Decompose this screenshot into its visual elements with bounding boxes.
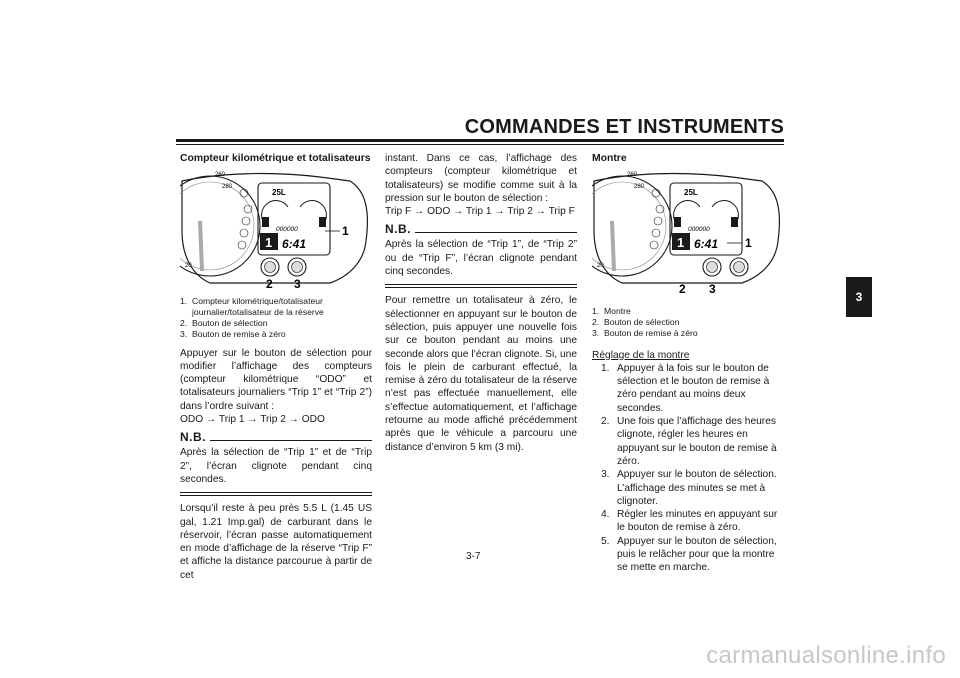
- note-block: [385, 222, 577, 288]
- lcd-odometer: 000000: [688, 226, 710, 234]
- gauge-mark-20: 20: [185, 263, 192, 270]
- lcd-clock: 6:41: [282, 237, 307, 252]
- caption-item: [180, 296, 372, 318]
- figure-captions: [592, 306, 784, 339]
- lcd-temperature: 25L: [272, 188, 286, 198]
- note-rule: [210, 440, 372, 441]
- step-text: Appuyer à la fois sur le bouton de sélection et le bouton de remise à zéro pendant au moins deux secondes.: [617, 362, 770, 414]
- note-block: [180, 430, 372, 496]
- caption-item: [592, 317, 784, 328]
- step-text: Appuyer sur le bouton de sélection, puis le relâcher pour que la montre se mette en marche.: [617, 535, 777, 574]
- note-end-rule-2: [385, 287, 577, 288]
- instrument-panel-illustration: [592, 171, 784, 299]
- body-paragraph: Appuyer sur le bouton de sélection pour modifier l’affichage des compteurs (compteur kilométrique “ODO” et totalisateurs journaliers “Trip 1” et “Trip 2”) dans l’ordre suivant :: [180, 347, 372, 412]
- note-end-rule-2: [180, 495, 372, 496]
- callout-1: 1: [745, 236, 752, 251]
- step-text: Une fois que l’affichage des heures clignote, régler les heures en appuyant sur le bouton de remise à zéro.: [617, 416, 777, 467]
- caption-text: Montre: [604, 305, 631, 316]
- step-number: 2.: [601, 416, 610, 428]
- step-item: [601, 468, 784, 508]
- step-number: 4.: [601, 509, 610, 521]
- body-paragraph: Pour remettre un totalisateur à zéro, le sélectionner en appuyant sur le bouton de sélection, puis appuyer une nouvelle fois sur ce bouton pendant au moins une seconde alors que l’écran clignote. Si, une fois le plein de carburant effectué, la remise à zéro du totalisateur de la réserve n’est pas effectuée manuellement, elle s’effectue automatiquement, et l’affichage retourne au mode affiché précédemment après que le véhicule a parcouru une distance d’environ 5 km (3 mi).: [385, 295, 577, 453]
- odometer-heading: Compteur kilométrique et totalisateurs: [180, 153, 371, 164]
- clock-setting-subheading: Réglage de la montre: [592, 349, 690, 361]
- note-label: N.B.: [180, 430, 206, 445]
- step-item: [601, 535, 784, 575]
- step-number: 1.: [601, 362, 610, 374]
- caption-text: Bouton de sélection: [604, 316, 680, 327]
- step-text: Appuyer sur le bouton de sélection. L’affichage des minutes se met à clignoter.: [617, 469, 777, 507]
- gauge-mark-20: 20: [597, 263, 604, 270]
- caption-number: 1.: [180, 295, 188, 306]
- watermark: carmanualsonline.info: [706, 642, 946, 669]
- caption-text: Compteur kilométrique/totalisateur journalier/totalisateur de la réserve: [192, 295, 324, 317]
- column-3: [592, 152, 784, 575]
- sequence-line: Trip F → ODO → Trip 1 → Trip 2 → Trip F: [385, 206, 575, 218]
- step-text: Régler les minutes en appuyant sur le bouton de remise à zéro.: [617, 509, 778, 534]
- note-end-rule: [385, 284, 577, 285]
- note-text: Après la sélection de “Trip 1” et de “Trip 2”, l’écran clignote pendant cinq secondes.: [180, 447, 372, 485]
- step-item: [601, 415, 784, 468]
- step-number: 5.: [601, 535, 610, 547]
- caption-number: 2.: [592, 316, 600, 327]
- callout-3: 3: [709, 282, 716, 297]
- note-label: N.B.: [385, 222, 411, 237]
- caption-text: Bouton de remise à zéro: [604, 327, 698, 338]
- note-rule: [415, 232, 577, 233]
- caption-number: 3.: [592, 327, 600, 338]
- gauge-mark-280: 280: [222, 184, 233, 191]
- page-number: 3-7: [466, 551, 481, 562]
- step-item: [601, 362, 784, 415]
- section-title: COMMANDES ET INSTRUMENTS: [464, 116, 784, 138]
- caption-item: [180, 329, 372, 340]
- clock-steps: [592, 362, 784, 575]
- caption-item: [592, 328, 784, 339]
- body-paragraph: instant. Dans ce cas, l’affichage des compteurs (compteur kilométrique et totalisateurs) se modifie comme suit à la pression sur le bouton de sélection :: [385, 153, 577, 204]
- callout-1: 1: [342, 224, 349, 239]
- clock-heading: Montre: [592, 153, 627, 164]
- column-1: [180, 152, 372, 582]
- lcd-odometer: 000000: [276, 226, 298, 234]
- gauge-mark-280: 280: [634, 184, 645, 191]
- caption-item: [592, 306, 784, 317]
- step-number: 3.: [601, 469, 610, 481]
- callout-3: 3: [294, 277, 301, 290]
- lcd-temperature: 25L: [684, 188, 698, 198]
- caption-number: 3.: [180, 328, 188, 339]
- caption-item: [180, 318, 372, 329]
- gauge-mark-260: 260: [627, 172, 638, 179]
- caption-text: Bouton de remise à zéro: [192, 328, 286, 339]
- step-item: [601, 508, 784, 535]
- chapter-tab: 3: [846, 277, 872, 317]
- lcd-gear: 1: [265, 235, 273, 251]
- sequence-line: ODO → Trip 1 → Trip 2 → ODO: [180, 414, 325, 426]
- body-paragraph: Lorsqu’il reste à peu près 5.5 L (1.45 US gal, 1.21 Imp.gal) de carburant dans le réservoir, l’écran passe automatiquement en mode d’affichage de la réserve “Trip F” et affiche la distance parcourue à partir de cet: [180, 503, 372, 581]
- caption-text: Bouton de sélection: [192, 317, 268, 328]
- caption-number: 2.: [180, 317, 188, 328]
- callout-2: 2: [266, 277, 273, 290]
- figure-captions: [180, 296, 372, 340]
- gauge-mark-260: 260: [215, 172, 226, 179]
- header-rule-thin: [176, 144, 784, 145]
- note-end-rule: [180, 492, 372, 493]
- column-2: [385, 152, 577, 454]
- lcd-gear: 1: [677, 235, 685, 251]
- lcd-clock: 6:41: [694, 237, 719, 252]
- caption-number: 1.: [592, 305, 600, 316]
- header-rule: [176, 139, 784, 142]
- callout-2: 2: [679, 282, 686, 297]
- note-text: Après la sélection de “Trip 1”, de “Trip 2” ou de “Trip F”, l’écran clignote pendant cinq secondes.: [385, 239, 577, 278]
- instrument-panel-illustration: [180, 171, 372, 289]
